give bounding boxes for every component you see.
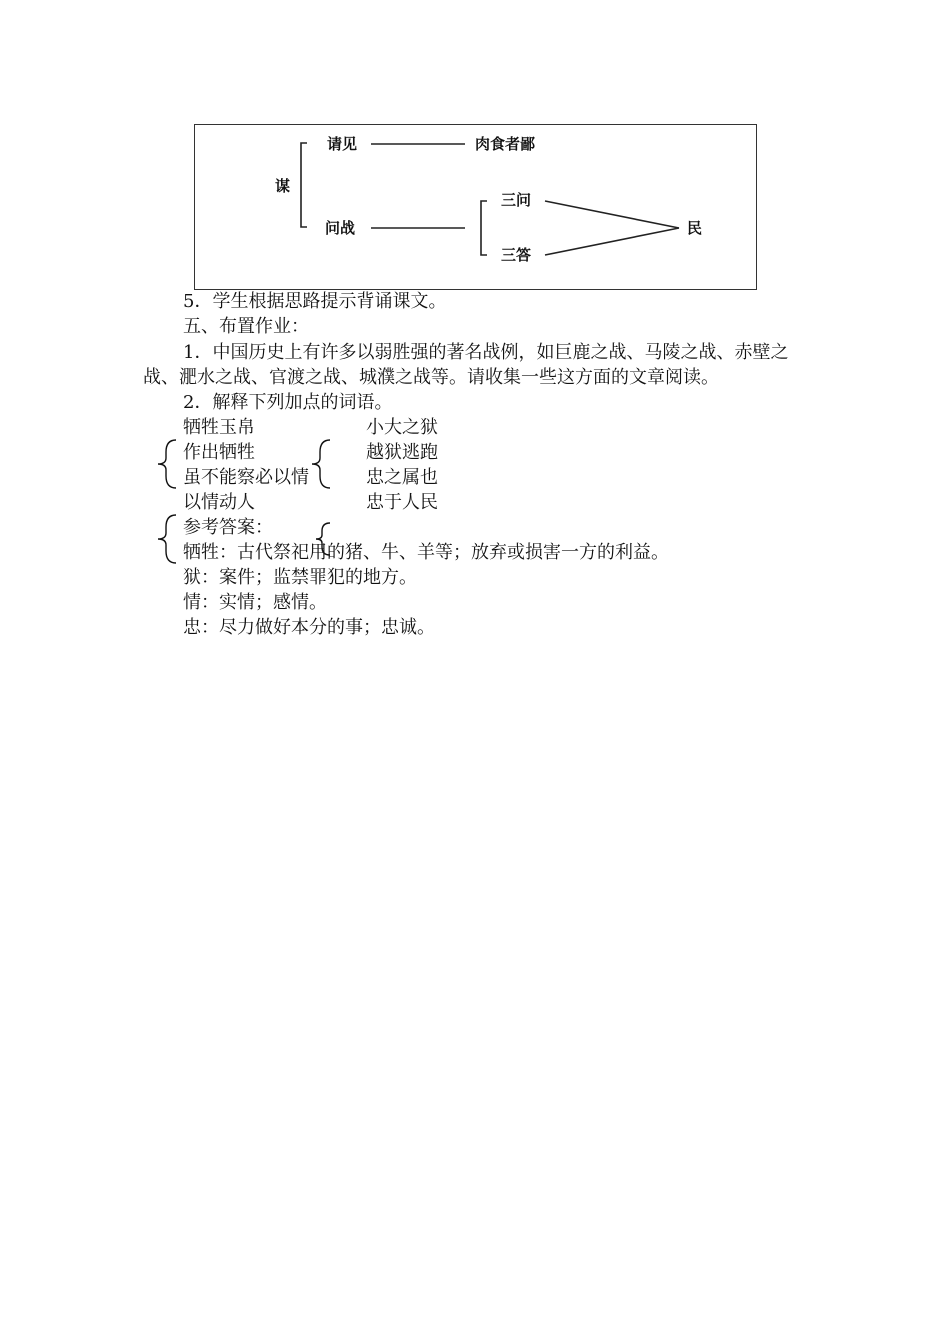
diagram-branch2: 问战 xyxy=(325,219,356,237)
word-left-2: 作出牺牲 xyxy=(183,442,255,463)
answer-3: 情：实情；感情。 xyxy=(183,592,327,613)
text-line-task1a: 1．中国历史上有许多以弱胜强的著名战例，如巨鹿之战、马陵之战、赤壁之 xyxy=(183,342,789,363)
word-right-4: 忠于人民 xyxy=(366,492,438,513)
word-left-4: 以情动人 xyxy=(183,492,255,513)
diagram-root: 谋 xyxy=(275,177,291,195)
text-line-task2: 2．解释下列加点的词语。 xyxy=(183,392,393,413)
diagram-branch1: 请见 xyxy=(327,135,358,153)
answer-2: 狱：案件；监禁罪犯的地方。 xyxy=(183,567,417,588)
word-right-3: 忠之属也 xyxy=(366,467,438,488)
diagram-branch1-target: 肉食者鄙 xyxy=(475,135,536,153)
brace-marks xyxy=(0,0,950,620)
left-brace-2 xyxy=(158,515,176,563)
word-left-1: 牺牲玉帛 xyxy=(183,417,255,438)
diagram-target: 民 xyxy=(687,219,703,237)
answer-1: 牺牲：古代祭祀用的猪、牛、羊等；放弃或损害一方的利益。 xyxy=(183,542,669,563)
left-brace-1 xyxy=(158,440,176,488)
answer-4: 忠：尽力做好本分的事；忠诚。 xyxy=(183,617,435,638)
text-line-5: 5．学生根据思路提示背诵课文。 xyxy=(183,291,447,312)
answers-heading: 参考答案： xyxy=(183,517,273,538)
right-brace-1 xyxy=(312,440,330,488)
diagram-sub2: 三答 xyxy=(501,246,532,264)
section-heading-homework: 五、布置作业： xyxy=(183,316,309,337)
word-right-1: 小大之狱 xyxy=(366,417,438,438)
word-right-2: 越狱逃跑 xyxy=(366,442,438,463)
diagram-sub1: 三问 xyxy=(501,191,532,209)
word-left-3: 虽不能察必以情 xyxy=(183,467,309,488)
text-line-task1b: 战、淝水之战、官渡之战、城濮之战等。请收集一些这方面的文章阅读。 xyxy=(143,367,719,388)
